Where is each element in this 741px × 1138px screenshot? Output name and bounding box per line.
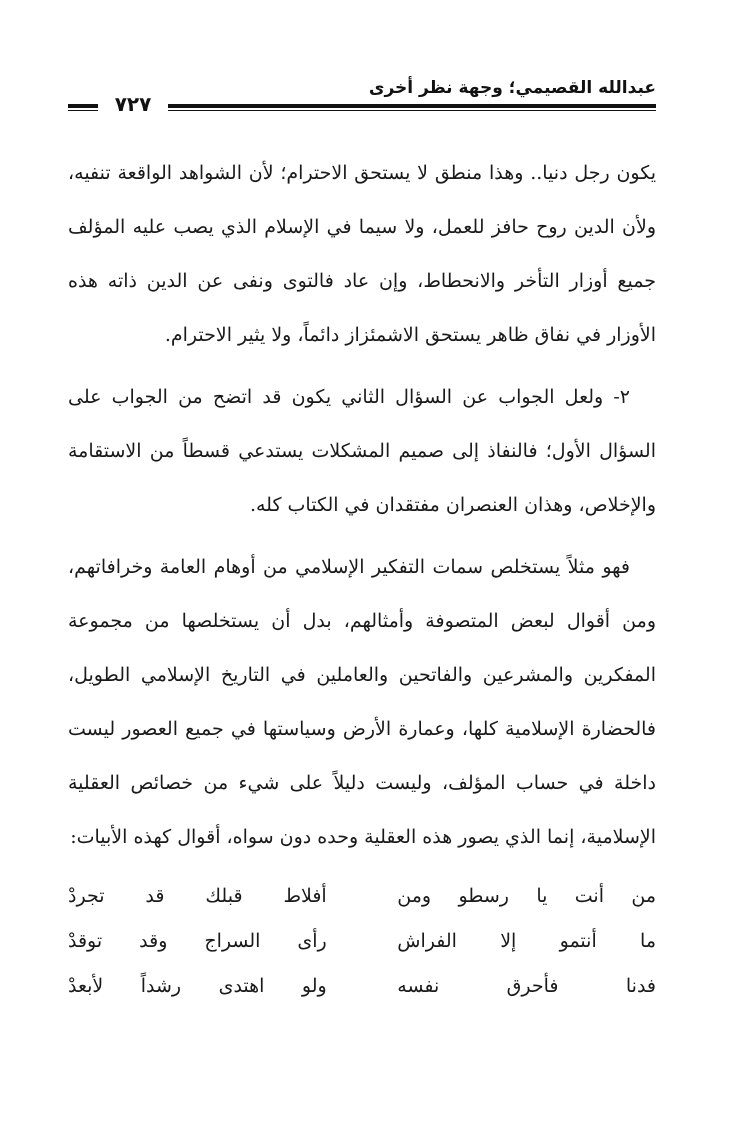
body-text [68, 146, 656, 864]
paragraph-3: فهو مثلاً يستخلص سمات التفكير الإسلامي من أوهام العامة وخرافاتهم، ومن أقوال لبعض المتصوفة وأمثالهم، بدل أن يستخلصها من مجموعة المفكرين والمشرعين والفاتحين والعاملين في التاريخ الإسلامي الطويل، فالحضارة الإسلامية كلها، وعمارة الأرض وسياستها في جميع العصور ليست داخلة في حساب المؤلف، وليست دليلاً على شيء من خصائص العقلية الإسلامية، إنما الذي يصور هذه العقلية وحده دون سواه، أقوال كهذه الأبيات: [68, 556, 656, 848]
verse-first-hemistich: من أنت يا رسطو ومن [397, 885, 656, 907]
verse-line [68, 964, 656, 1009]
verse-second-hemistich: رأى السراج وقد توقدْ [68, 930, 327, 952]
paragraph-1: يكون رجل دنيا.. وهذا منطق لا يستحق الاحترام؛ لأن الشواهد الواقعة تنفيه، ولأن الدين روح حافز للعمل، ولا سيما في الإسلام الذي يصب عليه المؤلف جميع أوزار التأخر والانحطاط، وإن عاد فالتوى ونفى عن الدين ذاته هذه الأوزار في نفاق ظاهر يستحق الاشمئزاز دائماً، ولا يثير الاحترام. [68, 162, 656, 346]
verse-first-hemistich: فدنا فأحرق نفسه [397, 975, 656, 997]
verse-first-hemistich: ما أنتمو إلا الفراش [397, 930, 656, 952]
verse-second-hemistich: أفلاط قبلك قد تجردْ [68, 885, 327, 907]
verse-line [68, 919, 656, 964]
page-number: ٧٢٧ [114, 92, 152, 116]
verse-line [68, 874, 656, 919]
header-rule-short [68, 104, 98, 111]
running-title: عبدالله القصيمي؛ وجهة نظر أخرى [368, 78, 656, 98]
verse-block [68, 874, 656, 1009]
verse-second-hemistich: ولو اهتدى رشداً لأبعدْ [68, 975, 327, 997]
paragraph-2: ٢- ولعل الجواب عن السؤال الثاني يكون قد اتضح من الجواب على السؤال الأول؛ فالنفاذ إلى صميم المشكلات يستدعي قسطاً من الاستقامة والإخلاص، وهذان العنصران مفتقدان في الكتاب كله. [68, 386, 656, 516]
header-rule [168, 104, 656, 111]
